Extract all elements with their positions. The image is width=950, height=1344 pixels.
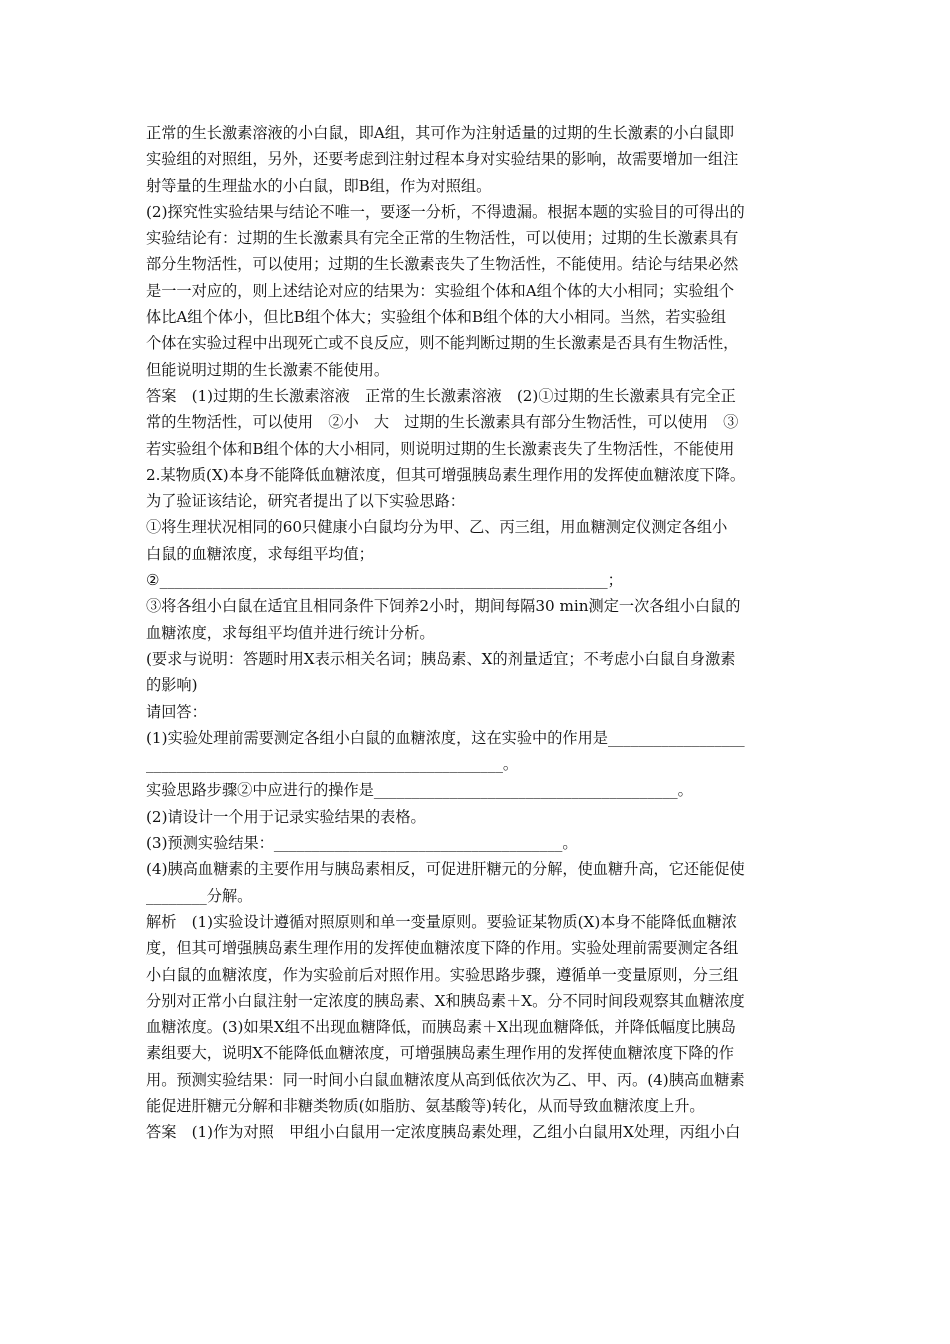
text-line: 个体在实验过程中出现死亡或不良反应，则不能判断过期的生长激素是否具有生物活性， (146, 334, 739, 353)
question-line: (4)胰高血糖素的主要作用与胰岛素相反，可促进肝糖元的分解，使血糖升高，它还能促使 (146, 860, 745, 879)
text-line: (2)探究性实验结果与结论不唯一，要逐一分析，不得遗漏。根据本题的实验目的可得出的 (146, 202, 745, 221)
analysis-line: 素组要大，说明X不能降低血糖浓度，可增强胰岛素生理作用的发挥使血糖浓度下降的作 (146, 1044, 734, 1063)
text-line: 但能说明过期的生长激素不能使用。 (146, 360, 389, 379)
analysis-line: 血糖浓度。(3)如果X组不出现血糖降低，而胰岛素＋X出现血糖降低，并降低幅度比胰岛 (146, 1018, 736, 1037)
fill-blank-line: (3)预测实验结果：______________________________________。 (146, 834, 578, 853)
question-line: 2.某物质(X)本身不能降低血糖浓度，但其可增强胰岛素生理作用的发挥使血糖浓度下降。 (146, 465, 746, 484)
question-line: 为了验证该结论，研究者提出了以下实验思路： (146, 492, 465, 511)
text-line: 体比A组个体小，但比B组个体大；实验组个体和B组个体的大小相同。当然，若实验组 (146, 308, 727, 327)
question-line: ③将各组小白鼠在适宜且相同条件下饲养2小时，期间每隔30 min测定一次各组小白鼠的 (146, 597, 741, 616)
question-line: 的影响) (146, 676, 198, 695)
answer-line: 若实验组个体和B组个体的大小相同，则说明过期的生长激素丧失了生物活性，不能使用 (146, 439, 735, 458)
text-line: 实验结论有：过期的生长激素具有完全正常的生物活性，可以使用；过期的生长激素具有 (146, 229, 739, 248)
question-line: (要求与说明：答题时用X表示相关名词；胰岛素、X的剂量适宜；不考虑小白鼠自身激素 (146, 649, 736, 668)
question-line: 血糖浓度，求每组平均值并进行统计分析。 (146, 623, 435, 642)
document-body (146, 120, 811, 1146)
text-line: 是一一对应的，则上述结论对应的结果为：实验组个体和A组个体的大小相同；实验组个 (146, 281, 735, 300)
fill-blank-line: (1)实验处理前需要测定各组小白鼠的血糖浓度，这在实验中的作用是__________________ (146, 728, 745, 747)
fill-blank-line: 实验思路步骤②中应进行的操作是________________________________________。 (146, 781, 693, 800)
answer-line: 常的生物活性，可以使用 ②小 大 过期的生长激素具有部分生物活性，可以使用 ③ (146, 413, 739, 432)
fill-blank-line: ②___________________________________________________________； (146, 571, 623, 590)
analysis-line: 度，但其可增强胰岛素生理作用的发挥使血糖浓度下降的作用。实验处理前需要测定各组 (146, 939, 739, 958)
text-line: 正常的生长激素溶液的小白鼠，即A组，其可作为注射适量的过期的生长激素的小白鼠即 (146, 124, 735, 142)
analysis-line: 解析 (1)实验设计遵循对照原则和单一变量原则。要验证某物质(X)本身不能降低血糖浓 (146, 912, 737, 931)
question-line: 请回答： (146, 702, 207, 721)
text-line: 部分生物活性，可以使用；过期的生长激素丧失了生物活性，不能使用。结论与结果必然 (146, 255, 739, 274)
fill-blank-line: _______________________________________________。 (146, 755, 519, 774)
analysis-line: 用。预测实验结果：同一时间小白鼠血糖浓度从高到低依次为乙、甲、丙。(4)胰高血糖素 (146, 1070, 745, 1089)
text-line: 实验组的对照组，另外，还要考虑到注射过程本身对实验结果的影响，故需要增加一组注 (146, 150, 739, 169)
analysis-line: 小白鼠的血糖浓度，作为实验前后对照作用。实验思路步骤，遵循单一变量原则，分三组 (146, 965, 739, 984)
question-line: (2)请设计一个用于记录实验结果的表格。 (146, 807, 426, 826)
text-line: 射等量的生理盐水的小白鼠，即B组，作为对照组。 (146, 176, 492, 195)
analysis-line: 能促进肝糖元分解和非糖类物质(如脂肪、氨基酸等)转化，从而导致血糖浓度上升。 (146, 1096, 705, 1115)
answer-line: 答案 (1)作为对照 甲组小白鼠用一定浓度胰岛素处理，乙组小白鼠用X处理，丙组小白 (146, 1123, 741, 1142)
question-line: ①将生理状况相同的60只健康小白鼠均分为甲、乙、丙三组，用血糖测定仪测定各组小 (146, 518, 728, 537)
answer-line: 答案 (1)过期的生长激素溶液 正常的生长激素溶液 (2)①过期的生长激素具有完全正 (146, 386, 736, 405)
question-line: 白鼠的血糖浓度，求每组平均值； (146, 544, 374, 563)
fill-blank-line: ________分解。 (146, 886, 253, 905)
analysis-line: 分别对正常小白鼠注射一定浓度的胰岛素、X和胰岛素＋X。分不同时间段观察其血糖浓度 (146, 991, 745, 1010)
